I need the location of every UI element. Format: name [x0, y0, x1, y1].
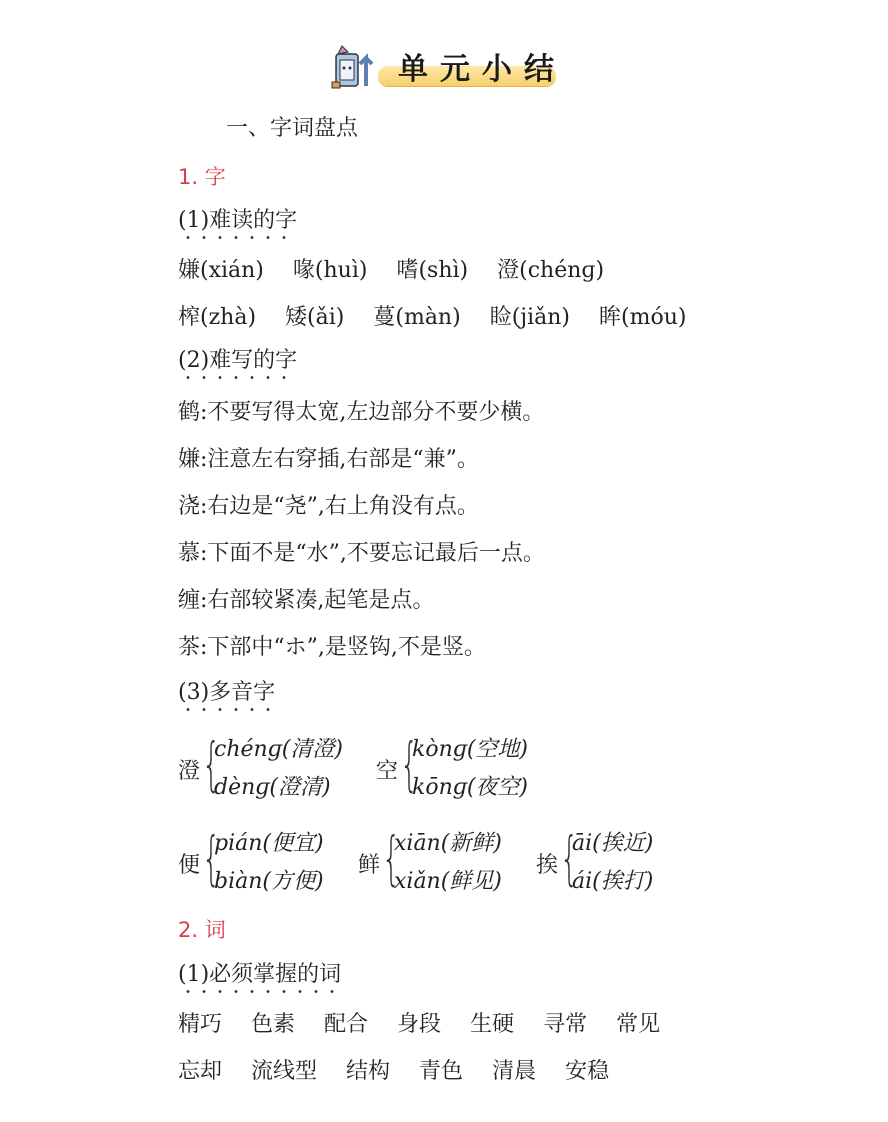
polyphone-char: 挨: [536, 853, 559, 878]
polyphone-char: 便: [178, 853, 201, 878]
list-item: 喙(huì): [292, 258, 368, 283]
list-item: 浇:右边是“尧”,右上角没有点。: [178, 494, 479, 519]
section-words: 2. 词: [178, 918, 226, 942]
list-item: 结构: [346, 1059, 391, 1084]
words-row-2: [178, 1057, 631, 1087]
list-item: 忘却: [178, 1059, 223, 1084]
subsection-must-master: (1)必须掌握的词: [178, 962, 342, 987]
brace-icon: {: [400, 730, 419, 798]
polyphone-reading: pián(便宜): [214, 831, 324, 856]
polyphone-reading: xiān(新鲜): [394, 831, 502, 856]
polyphone-reading: dènɡ(澄清): [214, 775, 331, 800]
polyphone-reading: xiǎn(鲜见): [394, 869, 502, 894]
list-item: 生硬: [470, 1012, 515, 1037]
list-item: 鹤:不要写得太宽,左边部分不要少横。: [178, 400, 545, 425]
page-title: 单元小结: [398, 52, 566, 87]
hard-read-row-2: [178, 303, 708, 333]
section-characters: 1. 字: [178, 165, 226, 189]
subsection-hard-to-write: (2)难写的字: [178, 348, 298, 373]
list-item: 慕:下面不是“水”,不要忘记最后一点。: [178, 541, 545, 566]
subsection-hard-to-read: (1)难读的字: [178, 208, 298, 233]
polyphone-reading: biàn(方便): [214, 869, 324, 894]
list-item: 睑(jiǎn): [489, 305, 571, 330]
list-item: 清晨: [492, 1059, 537, 1084]
polyphone-reading: kōnɡ(夜空): [412, 775, 528, 800]
list-item: 色素: [251, 1012, 296, 1037]
polyphone-reading: āi(挨近): [572, 831, 654, 856]
subsection-polyphones: (3)多音字: [178, 680, 276, 705]
list-item: 蔓(màn): [373, 305, 461, 330]
book-mascot-icon: [326, 44, 382, 92]
list-item: 嫌(xián): [178, 258, 264, 283]
list-item: 矮(ǎi): [285, 305, 345, 330]
polyphone-reading: chénɡ(清澄): [214, 737, 343, 762]
brace-icon: {: [202, 824, 221, 892]
polyphone-reading: ái(挨打): [572, 869, 654, 894]
list-item: 嗜(shì): [396, 258, 469, 283]
brace-icon: {: [382, 824, 401, 892]
list-item: 茶:下部中“ホ”,是竖钩,不是竖。: [178, 635, 486, 660]
list-item: 流线型: [251, 1059, 318, 1084]
polyphone-reading: kònɡ(空地): [412, 737, 528, 762]
hard-read-row-1: [178, 256, 626, 286]
brace-icon: {: [560, 824, 579, 892]
list-item: 缠:右部较紧凑,起笔是点。: [178, 588, 435, 613]
brace-icon: {: [202, 730, 221, 798]
list-item: 嫌:注意左右穿插,右部是“兼”。: [178, 447, 479, 472]
list-item: 榨(zhà): [178, 305, 257, 330]
unit-summary-title: [326, 44, 566, 94]
list-item: 寻常: [543, 1012, 588, 1037]
list-item: 眸(móu): [599, 305, 687, 330]
list-item: 配合: [324, 1012, 369, 1037]
list-item: 安稳: [565, 1059, 610, 1084]
polyphone-char: 澄: [178, 759, 201, 784]
section-heading: 一、字词盘点: [226, 116, 359, 141]
polyphone-char: 鲜: [358, 853, 381, 878]
list-item: 身段: [397, 1012, 442, 1037]
list-item: 精巧: [178, 1012, 223, 1037]
list-item: 青色: [419, 1059, 464, 1084]
polyphone-char: 空: [376, 759, 399, 784]
words-row-1: [178, 1010, 682, 1040]
list-item: 常见: [616, 1012, 661, 1037]
list-item: 澄(chénɡ): [497, 258, 605, 283]
